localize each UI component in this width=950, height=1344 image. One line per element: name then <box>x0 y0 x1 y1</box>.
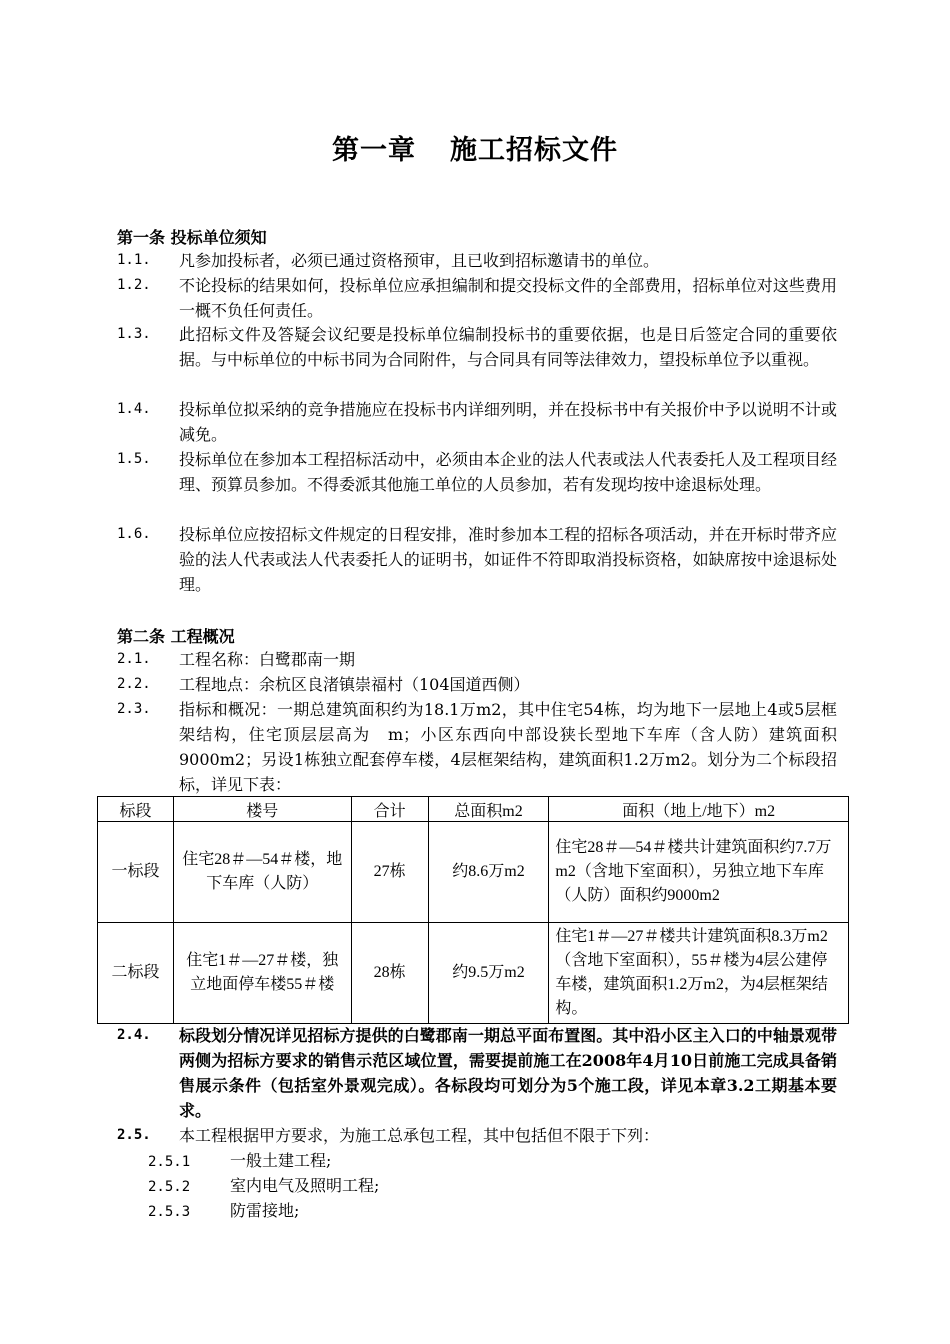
header-total-area: 总面积m2 <box>428 797 549 822</box>
subclause-2-5-1 <box>148 1148 331 1175</box>
clause-2-1 <box>117 647 837 672</box>
header-section: 标段 <box>98 797 174 822</box>
clause-text: 标段划分情况详见招标方提供的白鹭郡南一期总平面布置图。其中沿小区主入口的中轴景观带两侧为招标方要求的销售示范区域位置，需要提前施工在2008年4月10日前施工完成具备销售展示条件（包括室外景观完成）。各标段均可划分为5个施工段，详见本章3.2工期基本要求。 <box>179 1026 837 1120</box>
clause-1-3 <box>117 322 837 372</box>
header-buildings: 楼号 <box>173 797 351 822</box>
clause-text: 此招标文件及答疑会议纪要是投标单位编制投标书的重要依据，也是日后签定合同的重要依据。与中标单位的中标书同为合同附件，与合同具有同等法律效力，望投标单位予以重视。 <box>179 325 837 369</box>
cell-total-area: 约8.6万m2 <box>428 822 549 923</box>
clause-2-2 <box>117 672 837 697</box>
clause-number: 2.3. <box>117 701 151 717</box>
clause-text: 本工程根据甲方要求，为施工总承包工程，其中包括但不限于下列： <box>179 1126 660 1145</box>
subclause-number: 2.5.2 <box>148 1179 191 1195</box>
clause-text: 不论投标的结果如何，投标单位应承担编制和提交投标文件的全部费用，招标单位对这些费用一概不负任何责任。 <box>179 276 837 320</box>
cell-section: 二标段 <box>98 923 174 1024</box>
clause-2-4 <box>117 1023 837 1123</box>
section-table <box>97 796 849 1024</box>
clause-number: 2.5. <box>117 1127 151 1143</box>
clause-text: 投标单位拟采纳的竞争措施应在投标书内详细列明，并在投标书中有关报价中予以说明不计或减免。 <box>179 400 837 444</box>
subclause-text: 一般土建工程; <box>230 1151 332 1170</box>
cell-buildings: 住宅1＃—27＃楼，独立地面停车楼55＃楼 <box>173 923 351 1024</box>
subclause-number: 2.5.1 <box>148 1154 191 1170</box>
table-row <box>98 923 849 1024</box>
clause-1-1 <box>117 248 837 273</box>
subclause-text: 防雷接地; <box>230 1201 300 1220</box>
clause-number: 1.2. <box>117 277 151 293</box>
cell-count: 27栋 <box>351 822 428 923</box>
clause-number: 2.4. <box>117 1027 151 1043</box>
chapter-number: 第一章 <box>332 135 416 166</box>
table-row <box>98 822 849 923</box>
subclause-text: 室内电气及照明工程; <box>230 1176 380 1195</box>
chapter-title <box>0 128 950 167</box>
clause-number: 1.6. <box>117 526 151 542</box>
cell-total-area: 约9.5万m2 <box>428 923 549 1024</box>
subclause-2-5-2 <box>148 1173 379 1200</box>
article1-heading: 第一条 投标单位须知 <box>117 228 267 247</box>
clause-text: 投标单位应按招标文件规定的日程安排，准时参加本工程的招标各项活动，并在开标时带齐应验的法人代表或法人代表委托人的证明书，如证件不符即取消投标资格，如缺席按中途退标处理。 <box>179 525 837 594</box>
subclause-2-5-3 <box>148 1198 299 1225</box>
table-header-row <box>98 797 849 822</box>
clause-number: 1.3. <box>117 326 151 342</box>
cell-area-breakdown: 住宅28＃—54＃楼共计建筑面积约7.7万m2（含地下室面积），另独立地下车库（人防）面积约9000m2 <box>549 822 849 923</box>
clause-2-3 <box>117 697 837 797</box>
clause-text: 工程地点：余杭区良渚镇崇福村（104国道西侧） <box>179 675 530 694</box>
clause-number: 2.2. <box>117 676 151 692</box>
header-count: 合计 <box>351 797 428 822</box>
clause-number: 1.5. <box>117 451 151 467</box>
header-area-breakdown: 面积（地上/地下）m2 <box>549 797 849 822</box>
cell-section: 一标段 <box>98 822 174 923</box>
clause-text: 工程名称：白鹭郡南一期 <box>179 650 356 669</box>
article2-heading: 第二条 工程概况 <box>117 627 235 646</box>
clause-text: 指标和概况：一期总建筑面积约为18.1万m2，其中住宅54栋，均为地下一层地上4或5层框架结构，住宅顶层层高为 m；小区东西向中部设狭长型地下车库（含人防）建筑面积9000m2；另设1栋独立配套停车楼，4层框架结构，建筑面积1.2万m2。划分为二个标段招标，详见下表： <box>179 700 837 794</box>
clause-1-5 <box>117 447 837 497</box>
cell-area-breakdown: 住宅1＃—27＃楼共计建筑面积8.3万m2（含地下室面积），55＃楼为4层公建停车楼，建筑面积1.2万m2，为4层框架结构。 <box>549 923 849 1024</box>
clause-text: 凡参加投标者，必须已通过资格预审，且已收到招标邀请书的单位。 <box>179 251 660 270</box>
clause-text: 投标单位在参加本工程招标活动中，必须由本企业的法人代表或法人代表委托人及工程项目经理、预算员参加。不得委派其他施工单位的人员参加，若有发现均按中途退标处理。 <box>179 450 837 494</box>
clause-number: 1.1. <box>117 252 151 268</box>
clause-1-4 <box>117 397 837 447</box>
clause-number: 1.4. <box>117 401 151 417</box>
clause-1-6 <box>117 522 837 597</box>
cell-buildings: 住宅28＃—54＃楼，地下车库（人防） <box>173 822 351 923</box>
clause-2-5 <box>117 1123 837 1148</box>
chapter-name: 施工招标文件 <box>450 135 618 166</box>
cell-count: 28栋 <box>351 923 428 1024</box>
clause-number: 2.1. <box>117 651 151 667</box>
subclause-number: 2.5.3 <box>148 1204 191 1220</box>
clause-1-2 <box>117 273 837 323</box>
